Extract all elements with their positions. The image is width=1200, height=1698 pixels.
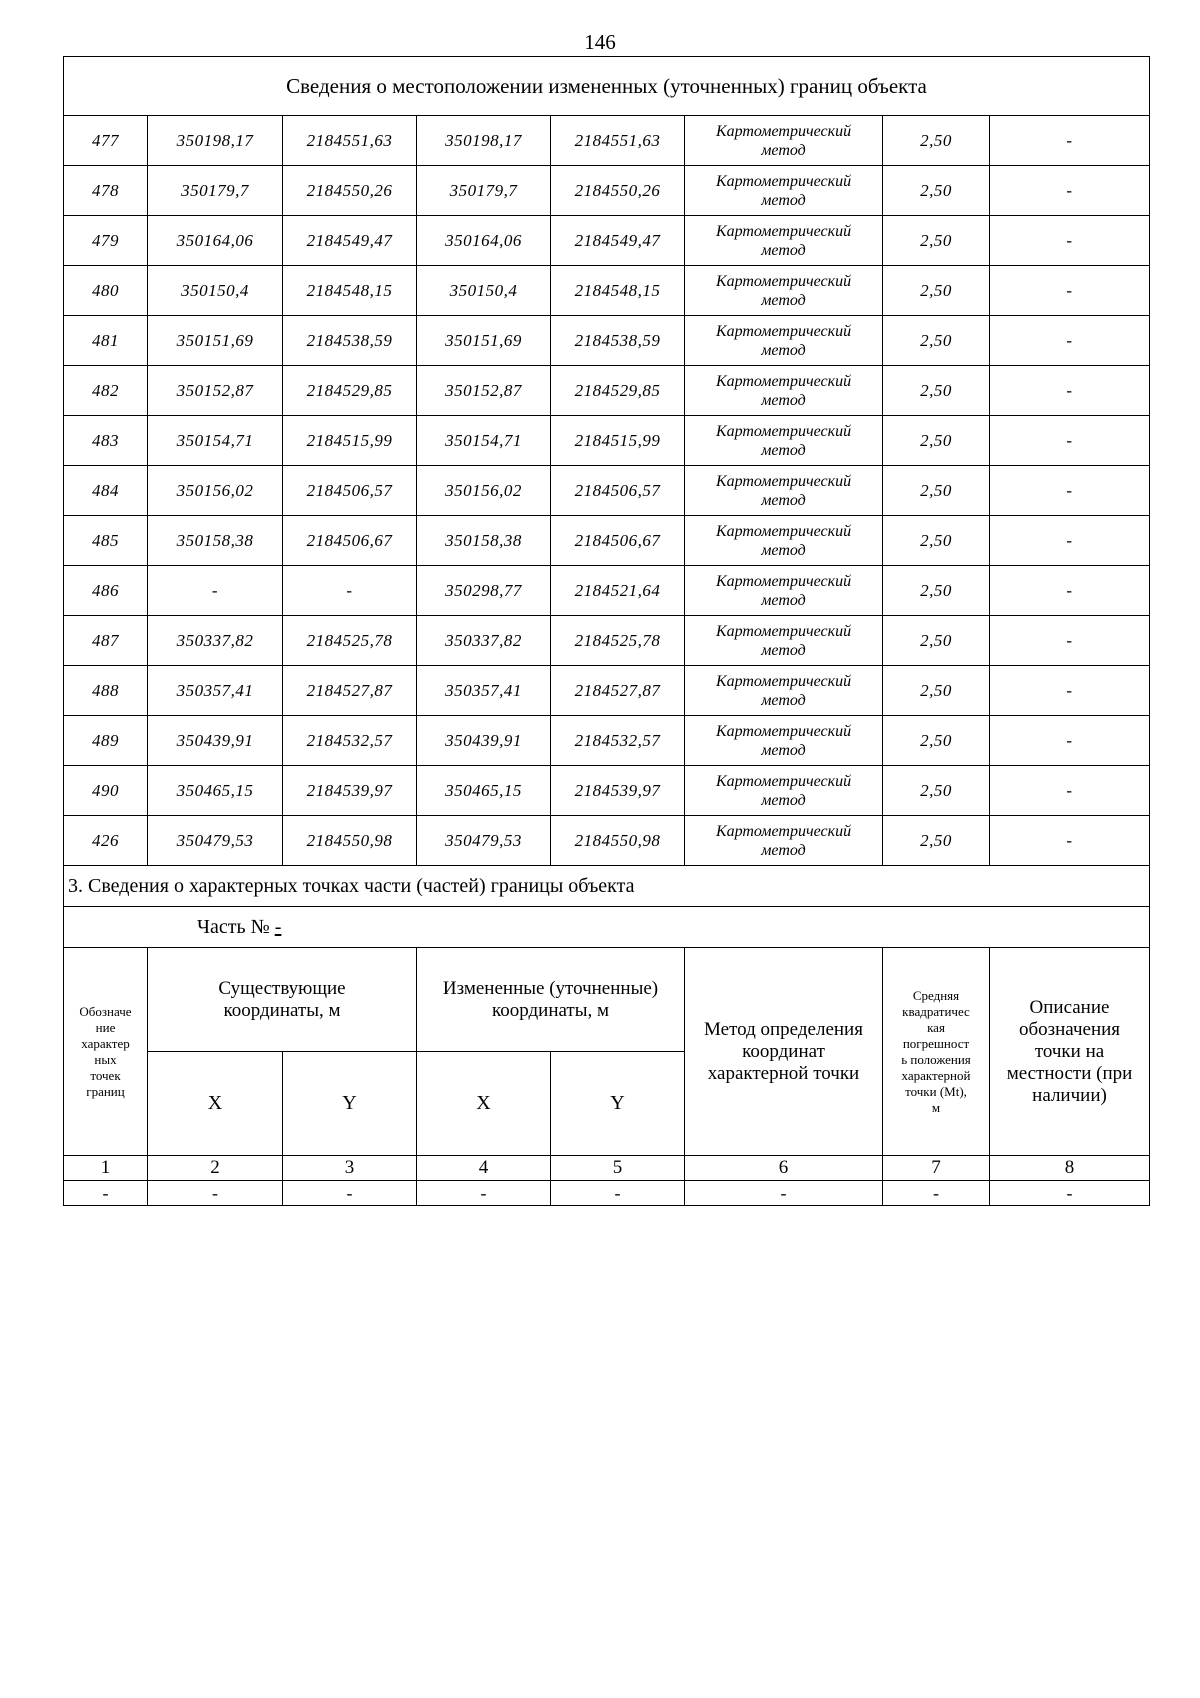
header-x-existing: X [148, 1052, 283, 1156]
cell-mt: 2,50 [883, 716, 990, 766]
empty-cell: - [883, 1181, 990, 1206]
header-line: Описание [1029, 996, 1110, 1018]
header-line: точек [90, 1067, 121, 1083]
header-line: Существующие [218, 977, 346, 999]
table-row [64, 416, 1150, 466]
cell-x2: 350179,7 [417, 166, 551, 216]
table-row [64, 666, 1150, 716]
method-line-1: Картометрический [715, 272, 852, 290]
cell-method [685, 816, 883, 866]
cell-n: 483 [64, 416, 148, 466]
cell-y2: 2184525,78 [551, 616, 685, 666]
cell-n: 482 [64, 366, 148, 416]
cell-desc: - [990, 766, 1150, 816]
cell-x2: 350151,69 [417, 316, 551, 366]
cell-y1: 2184539,97 [283, 766, 417, 816]
cell-desc: - [990, 266, 1150, 316]
cell-method [685, 466, 883, 516]
page-number: 146 [584, 30, 616, 54]
header-line: точки (Mt), [905, 1083, 967, 1099]
cell-method [685, 166, 883, 216]
cell-method [685, 716, 883, 766]
method-line-2: метод [761, 391, 806, 409]
cell-y2: 2184529,85 [551, 366, 685, 416]
header-line: кая [927, 1019, 945, 1035]
cell-x1: 350337,82 [148, 616, 283, 666]
cell-x1: 350357,41 [148, 666, 283, 716]
cell-mt: 2,50 [883, 816, 990, 866]
column-number: 8 [990, 1156, 1150, 1181]
cell-y2: 2184549,47 [551, 216, 685, 266]
cell-x2: 350164,06 [417, 216, 551, 266]
cell-mt: 2,50 [883, 516, 990, 566]
cell-desc: - [990, 166, 1150, 216]
method-line-2: метод [761, 191, 806, 209]
cell-x2: 350152,87 [417, 366, 551, 416]
cell-y2: 2184551,63 [551, 116, 685, 166]
table-row [64, 766, 1150, 816]
empty-cell: - [64, 1181, 148, 1206]
header-line: точки на [1034, 1040, 1105, 1062]
cell-mt: 2,50 [883, 216, 990, 266]
cell-desc: - [990, 566, 1150, 616]
cell-x2: 350156,02 [417, 466, 551, 516]
cell-mt: 2,50 [883, 666, 990, 716]
column-number: 7 [883, 1156, 990, 1181]
method-line-2: метод [761, 791, 806, 809]
cell-y1: 2184525,78 [283, 616, 417, 666]
cell-x2: 350357,41 [417, 666, 551, 716]
cell-n: 490 [64, 766, 148, 816]
header-line: наличии) [1032, 1084, 1107, 1106]
cell-method [685, 316, 883, 366]
cell-method [685, 616, 883, 666]
cell-y2: 2184521,64 [551, 566, 685, 616]
method-line-1: Картометрический [715, 222, 852, 240]
cell-x1: 350198,17 [148, 116, 283, 166]
header-line: м [931, 1099, 941, 1115]
cell-desc: - [990, 116, 1150, 166]
column-number: 5 [551, 1156, 685, 1181]
cell-desc: - [990, 416, 1150, 466]
part-row [64, 907, 1150, 948]
method-line-1: Картометрический [715, 422, 852, 440]
cell-mt: 2,50 [883, 266, 990, 316]
cell-x1: 350465,15 [148, 766, 283, 816]
cell-y2: 2184539,97 [551, 766, 685, 816]
empty-cell: - [685, 1181, 883, 1206]
column-numbers-row [64, 1156, 1150, 1181]
cell-n: 479 [64, 216, 148, 266]
header-line: ние [95, 1019, 116, 1035]
header-line: характер [81, 1035, 130, 1051]
table-row [64, 616, 1150, 666]
empty-cell: - [990, 1181, 1150, 1206]
cell-desc: - [990, 816, 1150, 866]
header-changed-coords [417, 948, 685, 1052]
empty-cell: - [551, 1181, 685, 1206]
column-number: 1 [64, 1156, 148, 1181]
table-row [64, 566, 1150, 616]
cell-y1: 2184550,26 [283, 166, 417, 216]
method-line-2: метод [761, 141, 806, 159]
method-line-2: метод [761, 541, 806, 559]
cell-x1: - [148, 566, 283, 616]
cell-x2: 350198,17 [417, 116, 551, 166]
header-existing-coords [148, 948, 417, 1052]
cell-desc: - [990, 316, 1150, 366]
empty-row [64, 1181, 1150, 1206]
header-line: координат [742, 1040, 825, 1062]
table-title: Сведения о местоположении измененных (уточненных) границ объекта [64, 57, 1150, 116]
header-line: координаты, м [491, 999, 610, 1021]
cell-y2: 2184532,57 [551, 716, 685, 766]
header-line: ь положения [901, 1051, 971, 1067]
method-line-1: Картометрический [715, 622, 852, 640]
cell-mt: 2,50 [883, 366, 990, 416]
cell-x1: 350151,69 [148, 316, 283, 366]
table-row [64, 816, 1150, 866]
cell-n: 477 [64, 116, 148, 166]
header-y-changed: Y [551, 1052, 685, 1156]
cell-y1: 2184532,57 [283, 716, 417, 766]
header-line: координаты, м [223, 999, 341, 1021]
header-x-changed: X [417, 1052, 551, 1156]
cell-x2: 350439,91 [417, 716, 551, 766]
cell-n: 480 [64, 266, 148, 316]
cell-method [685, 566, 883, 616]
method-line-2: метод [761, 591, 806, 609]
method-line-2: метод [761, 741, 806, 759]
method-line-1: Картометрический [715, 322, 852, 340]
empty-cell: - [283, 1181, 417, 1206]
cell-mt: 2,50 [883, 316, 990, 366]
cell-y1: 2184527,87 [283, 666, 417, 716]
method-line-1: Картометрический [715, 372, 852, 390]
method-line-1: Картометрический [715, 772, 852, 790]
cell-desc: - [990, 366, 1150, 416]
header-line: Средняя [912, 987, 960, 1003]
header-line: обозначения [1018, 1018, 1121, 1040]
cell-y1: 2184549,47 [283, 216, 417, 266]
cell-y2: 2184515,99 [551, 416, 685, 466]
cell-y2: 2184506,57 [551, 466, 685, 516]
header-line: характерной точки [707, 1062, 860, 1084]
cell-x1: 350154,71 [148, 416, 283, 466]
cell-desc: - [990, 616, 1150, 666]
method-line-2: метод [761, 641, 806, 659]
header-line: Измененные (уточненные) [442, 977, 659, 999]
method-line-1: Картометрический [715, 172, 852, 190]
cell-mt: 2,50 [883, 116, 990, 166]
header-y-existing: Y [283, 1052, 417, 1156]
cell-method [685, 766, 883, 816]
column-number: 4 [417, 1156, 551, 1181]
method-line-1: Картометрический [715, 522, 852, 540]
method-line-2: метод [761, 841, 806, 859]
header-line: Обозначе [79, 1003, 132, 1019]
table-row [64, 216, 1150, 266]
cell-mt: 2,50 [883, 616, 990, 666]
cell-x2: 350298,77 [417, 566, 551, 616]
cell-y2: 2184506,67 [551, 516, 685, 566]
cell-y1: 2184548,15 [283, 266, 417, 316]
method-line-1: Картометрический [715, 822, 852, 840]
cell-y1: 2184506,57 [283, 466, 417, 516]
cell-n: 484 [64, 466, 148, 516]
cell-y2: 2184527,87 [551, 666, 685, 716]
cell-y2: 2184550,98 [551, 816, 685, 866]
table-row [64, 166, 1150, 216]
method-line-1: Картометрический [715, 572, 852, 590]
cell-n: 486 [64, 566, 148, 616]
cell-desc: - [990, 666, 1150, 716]
table-row [64, 716, 1150, 766]
cell-x2: 350154,71 [417, 416, 551, 466]
header-description [990, 948, 1150, 1156]
cell-x2: 350465,15 [417, 766, 551, 816]
method-line-2: метод [761, 441, 806, 459]
cell-x2: 350479,53 [417, 816, 551, 866]
header-line: границ [86, 1083, 125, 1099]
column-number: 6 [685, 1156, 883, 1181]
cell-method [685, 666, 883, 716]
cell-x1: 350156,02 [148, 466, 283, 516]
table-row [64, 116, 1150, 166]
cell-n: 488 [64, 666, 148, 716]
cell-y1: 2184506,67 [283, 516, 417, 566]
cell-y1: 2184529,85 [283, 366, 417, 416]
cell-method [685, 116, 883, 166]
cell-x2: 350337,82 [417, 616, 551, 666]
header-line: характерной [901, 1067, 971, 1083]
method-line-1: Картометрический [715, 672, 852, 690]
cell-y1: 2184538,59 [283, 316, 417, 366]
method-line-1: Картометрический [715, 472, 852, 490]
section-3-title: 3. Сведения о характерных точках части (частей) границы объекта [64, 866, 1150, 907]
cell-desc: - [990, 716, 1150, 766]
cell-mt: 2,50 [883, 166, 990, 216]
cell-x1: 350158,38 [148, 516, 283, 566]
table-row [64, 266, 1150, 316]
method-line-2: метод [761, 291, 806, 309]
table-row [64, 366, 1150, 416]
cell-n: 485 [64, 516, 148, 566]
cell-n: 426 [64, 816, 148, 866]
cell-y1: 2184551,63 [283, 116, 417, 166]
header-method [685, 948, 883, 1156]
method-line-2: метод [761, 491, 806, 509]
header-line: ных [94, 1051, 117, 1067]
cell-x1: 350152,87 [148, 366, 283, 416]
cell-n: 487 [64, 616, 148, 666]
column-number: 3 [283, 1156, 417, 1181]
method-line-1: Картометрический [715, 722, 852, 740]
header-line: Метод определения [704, 1018, 863, 1040]
header-designation [64, 948, 148, 1156]
cell-x2: 350150,4 [417, 266, 551, 316]
cell-method [685, 516, 883, 566]
cell-y1: - [283, 566, 417, 616]
cell-x1: 350479,53 [148, 816, 283, 866]
column-number: 2 [148, 1156, 283, 1181]
method-line-2: метод [761, 341, 806, 359]
cell-x1: 350164,06 [148, 216, 283, 266]
table-row [64, 466, 1150, 516]
cell-x1: 350179,7 [148, 166, 283, 216]
cell-y2: 2184548,15 [551, 266, 685, 316]
cell-x1: 350439,91 [148, 716, 283, 766]
cell-y2: 2184538,59 [551, 316, 685, 366]
cell-desc: - [990, 466, 1150, 516]
boundary-table [63, 56, 1150, 1206]
cell-x1: 350150,4 [148, 266, 283, 316]
cell-mt: 2,50 [883, 466, 990, 516]
method-line-2: метод [761, 691, 806, 709]
table-row [64, 316, 1150, 366]
cell-method [685, 266, 883, 316]
cell-x2: 350158,38 [417, 516, 551, 566]
method-line-1: Картометрический [715, 122, 852, 140]
part-number: - [274, 915, 282, 938]
cell-desc: - [990, 516, 1150, 566]
header-line: квадратичес [902, 1003, 970, 1019]
cell-y1: 2184515,99 [283, 416, 417, 466]
header-line: погрешност [902, 1035, 970, 1051]
cell-n: 478 [64, 166, 148, 216]
cell-y1: 2184550,98 [283, 816, 417, 866]
empty-cell: - [148, 1181, 283, 1206]
method-line-2: метод [761, 241, 806, 259]
cell-n: 489 [64, 716, 148, 766]
header-line: местности (при [1006, 1062, 1133, 1084]
cell-method [685, 366, 883, 416]
table-row [64, 516, 1150, 566]
header-rmse [883, 948, 990, 1156]
cell-desc: - [990, 216, 1150, 266]
cell-method [685, 216, 883, 266]
cell-y2: 2184550,26 [551, 166, 685, 216]
empty-cell: - [417, 1181, 551, 1206]
cell-n: 481 [64, 316, 148, 366]
cell-method [685, 416, 883, 466]
cell-mt: 2,50 [883, 766, 990, 816]
cell-mt: 2,50 [883, 566, 990, 616]
cell-mt: 2,50 [883, 416, 990, 466]
part-label: Часть № [197, 915, 270, 938]
